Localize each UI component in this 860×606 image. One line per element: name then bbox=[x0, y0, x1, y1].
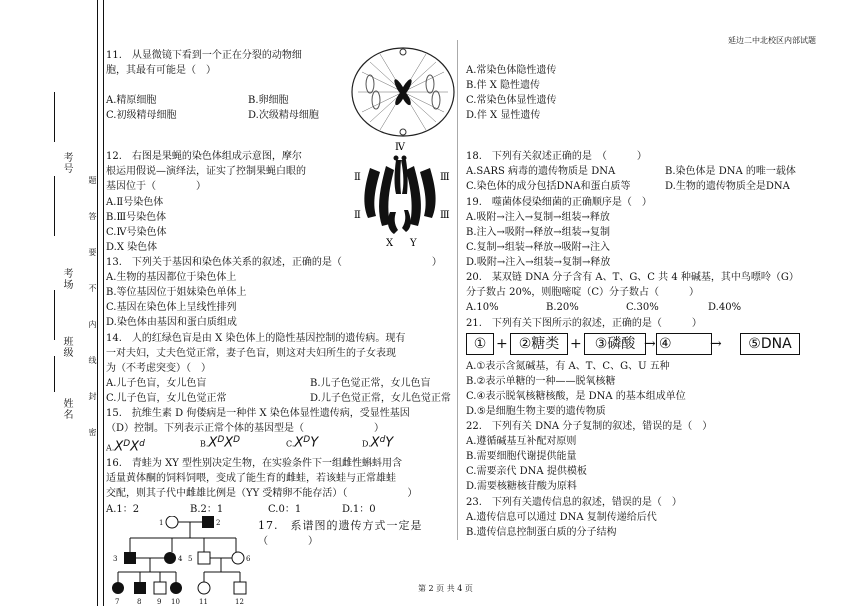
q15-b-x2: X bbox=[224, 435, 234, 451]
pedigree-num-11: 11 bbox=[199, 598, 208, 606]
diagram-arrow-2: → bbox=[710, 336, 720, 352]
pedigree-5 bbox=[198, 552, 210, 564]
pedigree-1 bbox=[166, 516, 178, 528]
q16-option-b: B.2：1 bbox=[190, 504, 224, 515]
seal-char-7: 封 bbox=[88, 392, 97, 403]
header-note: 延边二中北校区内部试题 bbox=[728, 36, 816, 45]
q11-option-a: A.精原细胞 bbox=[106, 95, 157, 106]
q15-b-d1: D bbox=[217, 435, 225, 445]
column-divider bbox=[457, 40, 458, 540]
pedigree-num-5: 5 bbox=[188, 555, 193, 563]
q17-option-b: B.伴 X 隐性遗传 bbox=[466, 80, 541, 91]
q14-stem-3: 为（不考虑突变）（ ） bbox=[106, 363, 211, 374]
exam-no-blank bbox=[54, 176, 55, 236]
pedigree-chart bbox=[104, 516, 258, 606]
q16-option-a: A.1：2 bbox=[106, 504, 140, 515]
q22-option-c: C.需要亲代 DNA 提供模板 bbox=[466, 466, 587, 477]
q18-option-c: C.染色体的成分包括DNA和蛋白质等 bbox=[466, 181, 631, 192]
fig-label-ii-top: Ⅱ bbox=[354, 172, 361, 183]
q15-a-d2: d bbox=[139, 439, 145, 449]
pedigree-2 bbox=[202, 516, 214, 528]
q15-c-prefix: C. bbox=[286, 439, 295, 449]
fig-label-iv: Ⅳ bbox=[395, 142, 405, 153]
q12-stem-1: 12. 右图是果蝇的染色体组成示意图，摩尔 bbox=[106, 151, 302, 162]
fig-label-ii-bottom: Ⅱ bbox=[354, 210, 361, 221]
q15-c-y: Y bbox=[310, 435, 319, 451]
q15-option-b bbox=[200, 434, 240, 450]
pedigree-7 bbox=[112, 582, 124, 594]
q13-option-a: A.生物的基因都位于染色体上 bbox=[106, 272, 237, 283]
q14-stem-2: 一对夫妇，丈夫色觉正常，妻子色盲，则这对夫妇所生的子女表现 bbox=[106, 348, 396, 359]
q18-stem: 18. 下列有关叙述正确的是 （ ） bbox=[466, 151, 647, 162]
q23-option-b: B.遗传信息控制蛋白质的分子结构 bbox=[466, 527, 617, 538]
seal-char-1: 题 bbox=[88, 176, 97, 187]
q20-option-a: A.10% bbox=[466, 302, 499, 313]
q15-a-x2: X bbox=[130, 439, 140, 455]
q15-c-x1: X bbox=[294, 435, 304, 451]
q15-stem-1: 15. 抗维生素 D 佝偻病是一种伴 X 染色体显性遗传病，受显性基因 bbox=[106, 408, 410, 419]
name-label: 姓名 bbox=[61, 398, 72, 420]
q21-option-a: A.①表示含氮碱基，有 A、T、C、G、U 五种 bbox=[466, 361, 670, 372]
seal-char-4: 不 bbox=[88, 284, 97, 295]
diagram-box-5: ⑤DNA bbox=[740, 333, 800, 355]
q19-option-a: A.吸附→注入→复制→组装→释放 bbox=[466, 212, 610, 223]
q15-b-x1: X bbox=[208, 435, 218, 451]
name-blank-top bbox=[54, 92, 55, 142]
room-label: 考场 bbox=[61, 268, 72, 290]
q12-stem-2: 根运用假说—演绎法，证实了控制果蝇白眼的 bbox=[106, 166, 306, 177]
q22-option-b: B.需要细胞代谢提供能量 bbox=[466, 451, 577, 462]
page-footer: 第 2 页 共 4 页 bbox=[418, 584, 473, 593]
fig-label-iii-top: Ⅲ bbox=[440, 172, 450, 183]
q14-option-c: C.儿子色盲，女儿色觉正常 bbox=[106, 393, 227, 404]
q15-option-c bbox=[286, 434, 318, 450]
pedigree-num-9: 9 bbox=[157, 598, 162, 606]
q15-c-d1: D bbox=[303, 435, 311, 445]
q17-option-d: D.伴 X 显性遗传 bbox=[466, 110, 541, 121]
diagram-box-4: ④ bbox=[656, 333, 712, 355]
q15-d-x1: X bbox=[370, 435, 380, 451]
fruit-fly-chromosome-figure bbox=[346, 138, 454, 248]
cell-division-figure bbox=[350, 44, 456, 140]
q22-stem: 22. 下列有关 DNA 分子复制的叙述，错误的是（ ） bbox=[466, 421, 713, 432]
seal-char-5: 内 bbox=[88, 320, 97, 331]
class-label: 班级 bbox=[61, 336, 72, 358]
q21-option-c: C.④表示脱氧核糖核酸，是 DNA 的基本组成单位 bbox=[466, 391, 686, 402]
diagram-plus-1: + bbox=[496, 336, 508, 352]
q14-option-d: D.儿子色觉正常，女儿色觉正常 bbox=[310, 393, 451, 404]
fig-label-iii-bottom: Ⅲ bbox=[440, 210, 450, 221]
q19-option-b: B.注入→吸附→释放→组装→复制 bbox=[466, 227, 611, 238]
q17-stem-2: （ ） bbox=[258, 536, 318, 547]
q11-stem-2: 胞，其最有可能是（ ） bbox=[106, 65, 216, 76]
q14-stem-1: 14. 人的红绿色盲是由 X 染色体上的隐性基因控制的遗传病。现有 bbox=[106, 333, 406, 344]
pedigree-3 bbox=[124, 552, 136, 564]
q17-option-a: A.常染色体隐性遗传 bbox=[466, 65, 557, 76]
q12-stem-3: 基因位于（ ） bbox=[106, 181, 206, 192]
q15-option-d bbox=[362, 434, 393, 450]
q15-a-x1: X bbox=[114, 439, 124, 455]
pedigree-num-6: 6 bbox=[246, 555, 251, 563]
q13-option-c: C.基因在染色体上呈线性排列 bbox=[106, 302, 237, 313]
q13-option-b: B.等位基因位于姐妹染色单体上 bbox=[106, 287, 247, 298]
fig-label-x: X bbox=[386, 238, 394, 248]
q17-option-c: C.常染色体显性遗传 bbox=[466, 95, 557, 106]
diagram-box-2: ②糖类 bbox=[510, 333, 568, 355]
q21-stem: 21. 下列有关下图所示的叙述，正确的是（ ） bbox=[466, 318, 702, 329]
pedigree-10 bbox=[170, 582, 182, 594]
q11-option-b: B.卵细胞 bbox=[248, 95, 289, 106]
room-blank bbox=[54, 290, 55, 340]
q20-option-c: C.30% bbox=[626, 302, 659, 313]
diagram-plus-2: + bbox=[570, 336, 582, 352]
q16-stem-3: 交配，则其子代中雌雄比例是（YY 受精卵不能存活）（ ） bbox=[106, 488, 418, 499]
q17-stem-1: 17. 系谱图的遗传方式一定是 bbox=[258, 519, 423, 532]
seal-char-8: 密 bbox=[88, 428, 97, 439]
q16-stem-2: 适量黄体酮的饲料饲喂，变成了能生育的雌蛙，若该蛙与正常雄蛙 bbox=[106, 473, 396, 484]
pedigree-num-8: 8 bbox=[137, 598, 142, 606]
q21-option-b: B.②表示单糖的一种——脱氧核糖 bbox=[466, 376, 616, 387]
pedigree-6 bbox=[232, 552, 244, 564]
pedigree-num-2: 2 bbox=[216, 519, 221, 527]
q12-option-b: B.Ⅲ号染色体 bbox=[106, 212, 167, 223]
q22-option-a: A.遵循碱基互补配对原则 bbox=[466, 436, 577, 447]
exam-no-label: 考号 bbox=[61, 152, 72, 174]
pedigree-num-1: 1 bbox=[159, 519, 164, 527]
q18-option-a: A.SARS 病毒的遗传物质是 DNA bbox=[466, 166, 616, 177]
q20-stem-2: 分子数占 20%，则胞嘧啶（C）分子数占（ ） bbox=[466, 287, 700, 298]
pedigree-11 bbox=[198, 582, 210, 594]
pedigree-num-12: 12 bbox=[235, 598, 244, 606]
q13-option-d: D.染色体由基因和蛋白质组成 bbox=[106, 317, 237, 328]
seal-char-3: 要 bbox=[88, 248, 97, 259]
q15-d-d1: d bbox=[379, 435, 386, 445]
pedigree-9 bbox=[154, 582, 166, 594]
q15-option-a bbox=[106, 438, 145, 454]
q15-a-d1: D bbox=[123, 439, 131, 449]
q23-option-a: A.遗传信息可以通过 DNA 复制传递给后代 bbox=[466, 512, 657, 523]
diagram-box-1: ① bbox=[466, 333, 494, 355]
q14-option-a: A.儿子色盲，女儿色盲 bbox=[106, 378, 207, 389]
q22-option-d: D.需要核糖核苷酸为原料 bbox=[466, 481, 577, 492]
q15-d-prefix: D. bbox=[362, 439, 371, 449]
pedigree-4 bbox=[164, 552, 176, 564]
binding-line-outer bbox=[97, 0, 98, 606]
q23-stem: 23. 下列有关遗传信息的叙述，错误的是（ ） bbox=[466, 497, 682, 508]
seal-char-6: 线 bbox=[88, 356, 97, 367]
q15-b-d2: D bbox=[233, 435, 241, 445]
seal-char-2: 答 bbox=[88, 212, 97, 223]
q16-option-d: D.1：0 bbox=[342, 504, 376, 515]
q11-stem-1: 11. 从显微镜下看到一个正在分裂的动物细 bbox=[106, 50, 302, 61]
q14-option-b: B.儿子色觉正常，女儿色盲 bbox=[310, 378, 431, 389]
pedigree-12 bbox=[234, 582, 246, 594]
q16-option-c: C.0：1 bbox=[268, 504, 302, 515]
pedigree-num-4: 4 bbox=[178, 555, 183, 563]
q15-d-y: Y bbox=[385, 435, 394, 451]
q19-option-d: D.吸附→注入→组装→复制→释放 bbox=[466, 257, 611, 268]
q12-option-d: D.X 染色体 bbox=[106, 242, 158, 253]
q20-stem-1: 20. 某双链 DNA 分子含有 A、T、G、C 共 4 种碱基，其中鸟嘌呤（G） bbox=[466, 272, 799, 283]
q20-option-d: D.40% bbox=[708, 302, 742, 313]
class-blank bbox=[54, 356, 55, 392]
q16-stem-1: 16. 青蛙为 XY 型性别决定生物，在实验条件下一组雌性蝌蚪用含 bbox=[106, 458, 402, 469]
q11-option-d: D.次级精母细胞 bbox=[248, 110, 319, 121]
q15-b-prefix: B. bbox=[200, 439, 209, 449]
q21-option-d: D.⑤是细胞生物主要的遗传物质 bbox=[466, 406, 606, 417]
diagram-arrow-1: → bbox=[644, 336, 656, 352]
pedigree-num-7: 7 bbox=[115, 598, 120, 606]
q15-a-prefix: A. bbox=[106, 443, 115, 453]
diagram-box-3: ③磷酸 bbox=[584, 333, 646, 355]
pedigree-8 bbox=[134, 582, 146, 594]
q19-option-c: C.复制→组装→释放→吸附→注入 bbox=[466, 242, 610, 253]
q15-stem-2: （D）控制。下列表示正常个体的基因型是（ ） bbox=[106, 423, 385, 434]
q11-option-c: C.初级精母细胞 bbox=[106, 110, 177, 121]
q13-stem: 13. 下列关于基因和染色体关系的叙述，正确的是（ ） bbox=[106, 257, 442, 268]
q12-option-a: A.Ⅱ号染色体 bbox=[106, 197, 164, 208]
fig-label-y: Y bbox=[410, 238, 417, 248]
pedigree-num-10: 10 bbox=[171, 598, 180, 606]
q18-option-b: B.染色体是 DNA 的唯一载体 bbox=[665, 166, 796, 177]
q20-option-b: B.20% bbox=[546, 302, 579, 313]
pedigree-num-3: 3 bbox=[113, 555, 118, 563]
q18-option-d: D.生物的遗传物质全是DNA bbox=[665, 181, 790, 192]
q19-stem: 19. 噬菌体侵染细菌的正确顺序是（ ） bbox=[466, 197, 652, 208]
q12-option-c: C.Ⅳ号染色体 bbox=[106, 227, 167, 238]
